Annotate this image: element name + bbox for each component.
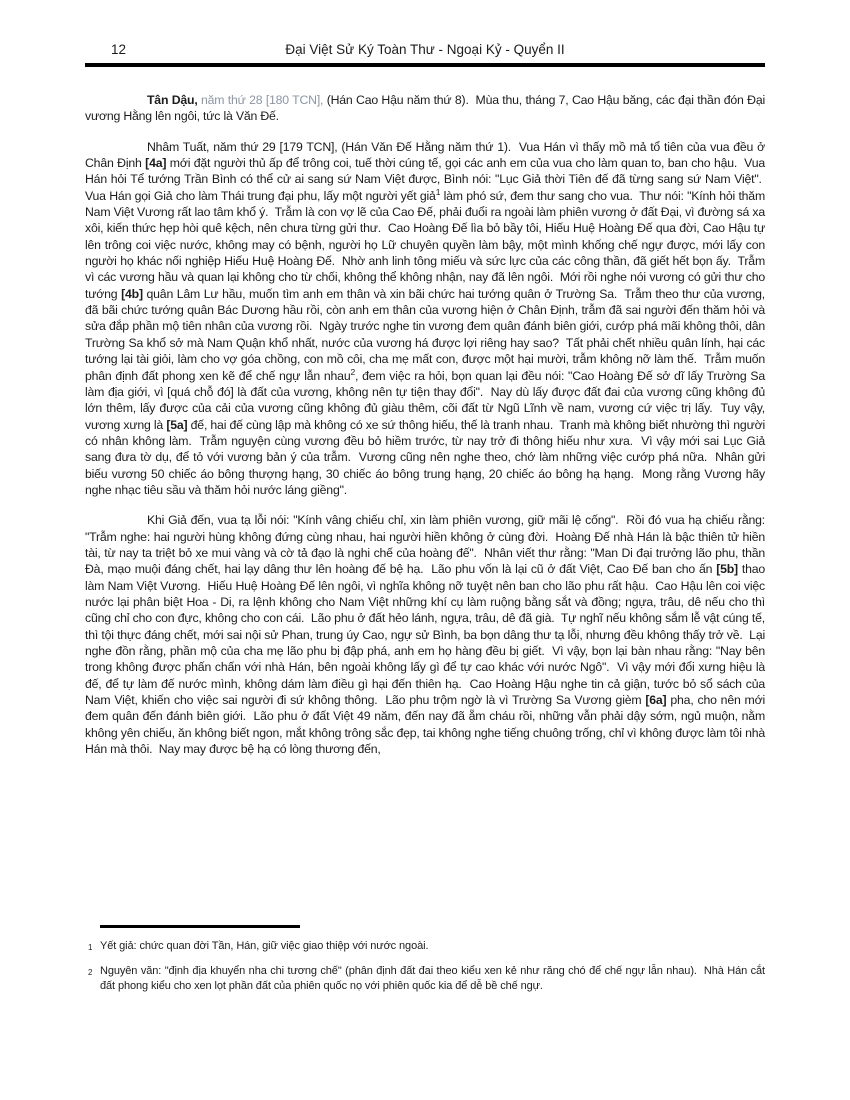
text-run: quân Lâm Lư hầu, muốn tìm anh em thân và xin bãi chức hai tướng quân ở Trường Sa. Trẫm theo thư của vương, đã bãi chức tướng quân Bác Dương hầu rồi, còn anh em thân của vương hiện ở Chân Định, trẫm đã sai người đến thăm hỏi và sửa đắp phần mộ tiên nhân của vương rồi. Ngày trước nghe tin vương đem quân đánh biên giới, cướp phá mãi không thôi, dân Trường Sa khổ sở mà Nam Quận khổ nhất, nước của vương há được lợi riêng hay sao? Tất phải chết nhiều quân lính, hại các tướng lại tài giỏi, làm cho vợ góa chồng, con mồ côi, cha mẹ mất con, được một hại mười, trẫm không nỡ làm thế. Trẫm muốn phân định đất phong xen kẽ để chế ngự lẫn nhau	[85, 286, 766, 383]
bold-text: Tân Dậu,	[147, 93, 198, 107]
text-run: pha, cho nên mới đem quân đến đánh biên giới. Lão phu ở đất Việt 49 năm, đến nay đã ẵm cháu rồi, những vẫn phải dậy sớm, ngủ muộn, nằm không yên chiếu, ăn không biết ngon, mắt không trông sắc đẹp, tai không nghe tiếng chuông trống, chỉ vì không được làm tôi nhà Hán mà thôi. Nay may được bệ hạ có lòng thương đến,	[85, 693, 765, 757]
text-run: (Hán Cao Hậu năm thứ 8). Mùa thu, tháng 7, Cao Hậu băng, các đại thần đón Đại vương Hằng lên ngôi, tức là Văn Đế.	[85, 93, 765, 124]
paragraph	[85, 139, 765, 499]
folio-marker: [6a]	[645, 693, 667, 708]
header-rule	[85, 63, 765, 67]
text-run: , đem việc ra hỏi, bọn quan lại đều nói: "Cao Hoàng Đế sở dĩ lấy Trường Sa làm địa giới, vì [quá chỗ đó] là đất của vương, không nên tự tiện thay đổi". Nay dù lấy được đất đai của vương cũng không đủ lớn thêm, lấy được của cải của vương cũng không đủ giàu thêm, cõi đất từ Ngũ Lĩnh về nam, vương cứ việc trị lấy. Tuy vậy, vương xưng là	[85, 368, 765, 432]
page-number: 12	[111, 42, 127, 57]
folio-marker: [4a]	[145, 156, 167, 171]
footnote-text: Nguyên văn: "định địa khuyển nha chi tương chế" (phân định đất đai theo kiểu xen kẻ như răng chó để chế ngự lẫn nhau). Nhà Hán cắt đất phong kiểu cho xen lọt phần đất của phiên quốc nọ với phiên quốc kia để dễ bề chế ngự.	[100, 964, 765, 992]
text-run: thao làm Nam Việt Vương. Hiếu Huệ Hoàng Đế lên ngôi, vì nghĩa không nỡ tuyệt nên ban cho lão phu rất hậu. Cao Hậu lên coi việc nước lại phân biệt Hoa - Di, ra lệnh không cho Nam Việt những khí cụ làm ruộng bằng sắt và đồng; ngựa, trâu, dê nếu cho thì cũng chỉ cho con đực, không cho con cái. Lão phu ở đất hẻo lánh, ngựa, trâu, dê đã già. Tự nghĩ nếu không sắm lễ vật cúng tế, thì tội thực đáng chết, mới sai nội sử Phan, trung úy Cao, ngự sử Bình, ba bọn dâng thư tạ lỗi, nhưng đều không thấy trở về. Lại nghe đồn rằng, phần mộ của cha mẹ lão phu bị đập phá, anh em họ hàng đều bị giết. Vì vậy, bọn lại bàn nhau rằng: "Nay bên trong không được phấn chấn với nhà Hán, bên ngoài không lấy gì để tự cao khác với nước Ngô". Vì vậy mới đổi xưng hiệu là đế, để tự làm đế nước mình, không dám làm điều gì hại đến thiên hạ. Cao Hoàng Hậu nghe tin cả giận, tước bỏ sổ sách của Nam Việt, khiến cho việc sai người đi sứ không thông. Lão phu trộm ngờ là vì Trường Sa Vương gièm	[85, 562, 765, 708]
footnote-marker: 2	[88, 967, 93, 977]
footnote-divider	[100, 925, 300, 928]
year-highlight: năm thứ 28 [180 TCN],	[197, 93, 327, 107]
footnotes-section	[85, 939, 765, 1004]
folio-marker: [4b]	[121, 286, 143, 301]
footnote-ref: 1	[435, 186, 441, 197]
folio-marker: [5a]	[166, 417, 188, 432]
footnote-text: Yết giả: chức quan đời Tần, Hán, giữ việc giao thiệp với nước ngoài.	[100, 940, 429, 952]
text-run: Khi Giả đến, vua tạ lỗi nói: "Kính vâng chiếu chỉ, xin làm phiên vương, giữ mãi lệ cống". Rồi đó vua hạ chiếu rằng: "Trẫm nghe: hai người hùng không đứng cùng nhau, hai người hiền không ở cùng đời. Hoàng Đế nhà Hán là bậc thiên tử hiền tài, từ nay ta triệt bỏ xe mui vàng và cờ tả đạo là nghi chế của hoàng đế". Nhân viết thư rằng: "Man Di đại trưởng lão phu, thần Đà, mạo muội đáng chết, hai lạy dâng thư lên hoàng đế bệ hạ. Lão phu vốn là lại cũ ở đất Việt, Cao Đế ban cho ấn	[85, 513, 765, 577]
page-header	[85, 42, 765, 62]
paragraph	[85, 92, 765, 125]
document-body	[85, 92, 765, 771]
paragraph	[85, 512, 765, 757]
footnote-marker: 1	[88, 943, 93, 952]
text-run: Nhâm Tuất, năm thứ 29 [179 TCN], (Hán Văn Đế Hằng năm thứ 1). Vua Hán vì thấy mồ mả tổ tiên của vua đều ở Chân Định	[85, 139, 765, 171]
footnote-ref: 2	[350, 366, 355, 377]
footnote	[85, 964, 765, 995]
footnote	[85, 939, 765, 955]
text-run: mới đặt người thủ ấp để trông coi, tuế thời cúng tế, gọi các anh em của vua cho làm quan to, ban cho hậu. Vua Hán hỏi Tể tướng Trần Bình có thể cử ai sang sứ Nam Việt được, Bình nói: "Lục Giả thời Tiên đế đã từng sang sứ Nam Việt". Vua Hán gọi Giả cho làm Thái trung đại phu, lấy một người yết giả	[85, 156, 765, 203]
document-title: Đại Việt Sử Ký Toàn Thư - Ngoại Kỷ - Quyển II	[285, 42, 565, 57]
text-run: làm phó sứ, đem thư sang cho vua. Thư nói: "Kính hỏi thăm Nam Việt Vương rất lao tâm khổ ý. Trẫm là con vợ lẽ của Cao Đế, phải đuổi ra ngoài làm phiên vương ở đất Đại, vì đường sá xa xôi, kiến thức hẹp hòi quê kệch, nên chưa từng gửi thư. Cao Hoàng Đế lìa bỏ bầy tôi, Hiếu Huệ Hoàng Đế qua đời, Cao Hậu tự lên trông coi việc nước, không may có bệnh, người họ Lữ chuyên quyền làm bậy, một mình khống chế ngự được, mới lấy con người họ khác nối nghiệp Hiếu Huệ Hoàng Đế. Nhờ anh linh tông miếu và sức lực của các công thần, đã giết hết bọn ấy. Trẫm vì các vương hầu và quan lại không cho từ chối, không thể không nhận, nay đã lên ngôi. Mới rồi nghe nói vương có gửi thư cho tướng	[85, 188, 765, 301]
text-run: đế, hai đế cùng lập mà không có xe sứ thông hiếu, thế là tranh nhau. Tranh mà không biết nhường thì người có nhân không làm. Trẫm nguyện cùng vương đều bỏ hiềm trước, từ nay trở đi thông hiếu như xưa. Vì vậy mới sai Lục Giả sang đưa tờ dụ, để tỏ với vương bản ý của trẫm. Vương cũng nên nghe theo, chớ làm những việc cướp phá nữa. Nhân gửi biếu vương 50 chiếc áo bông thượng hạng, 30 chiếc áo bông trung hạng, 20 chiếc áo bông hạ hạng. Mong rằng Vương hãy nghe nhạc tiêu sầu và thăm hỏi nước láng giềng".	[85, 417, 765, 497]
folio-marker: [5b]	[716, 562, 738, 577]
